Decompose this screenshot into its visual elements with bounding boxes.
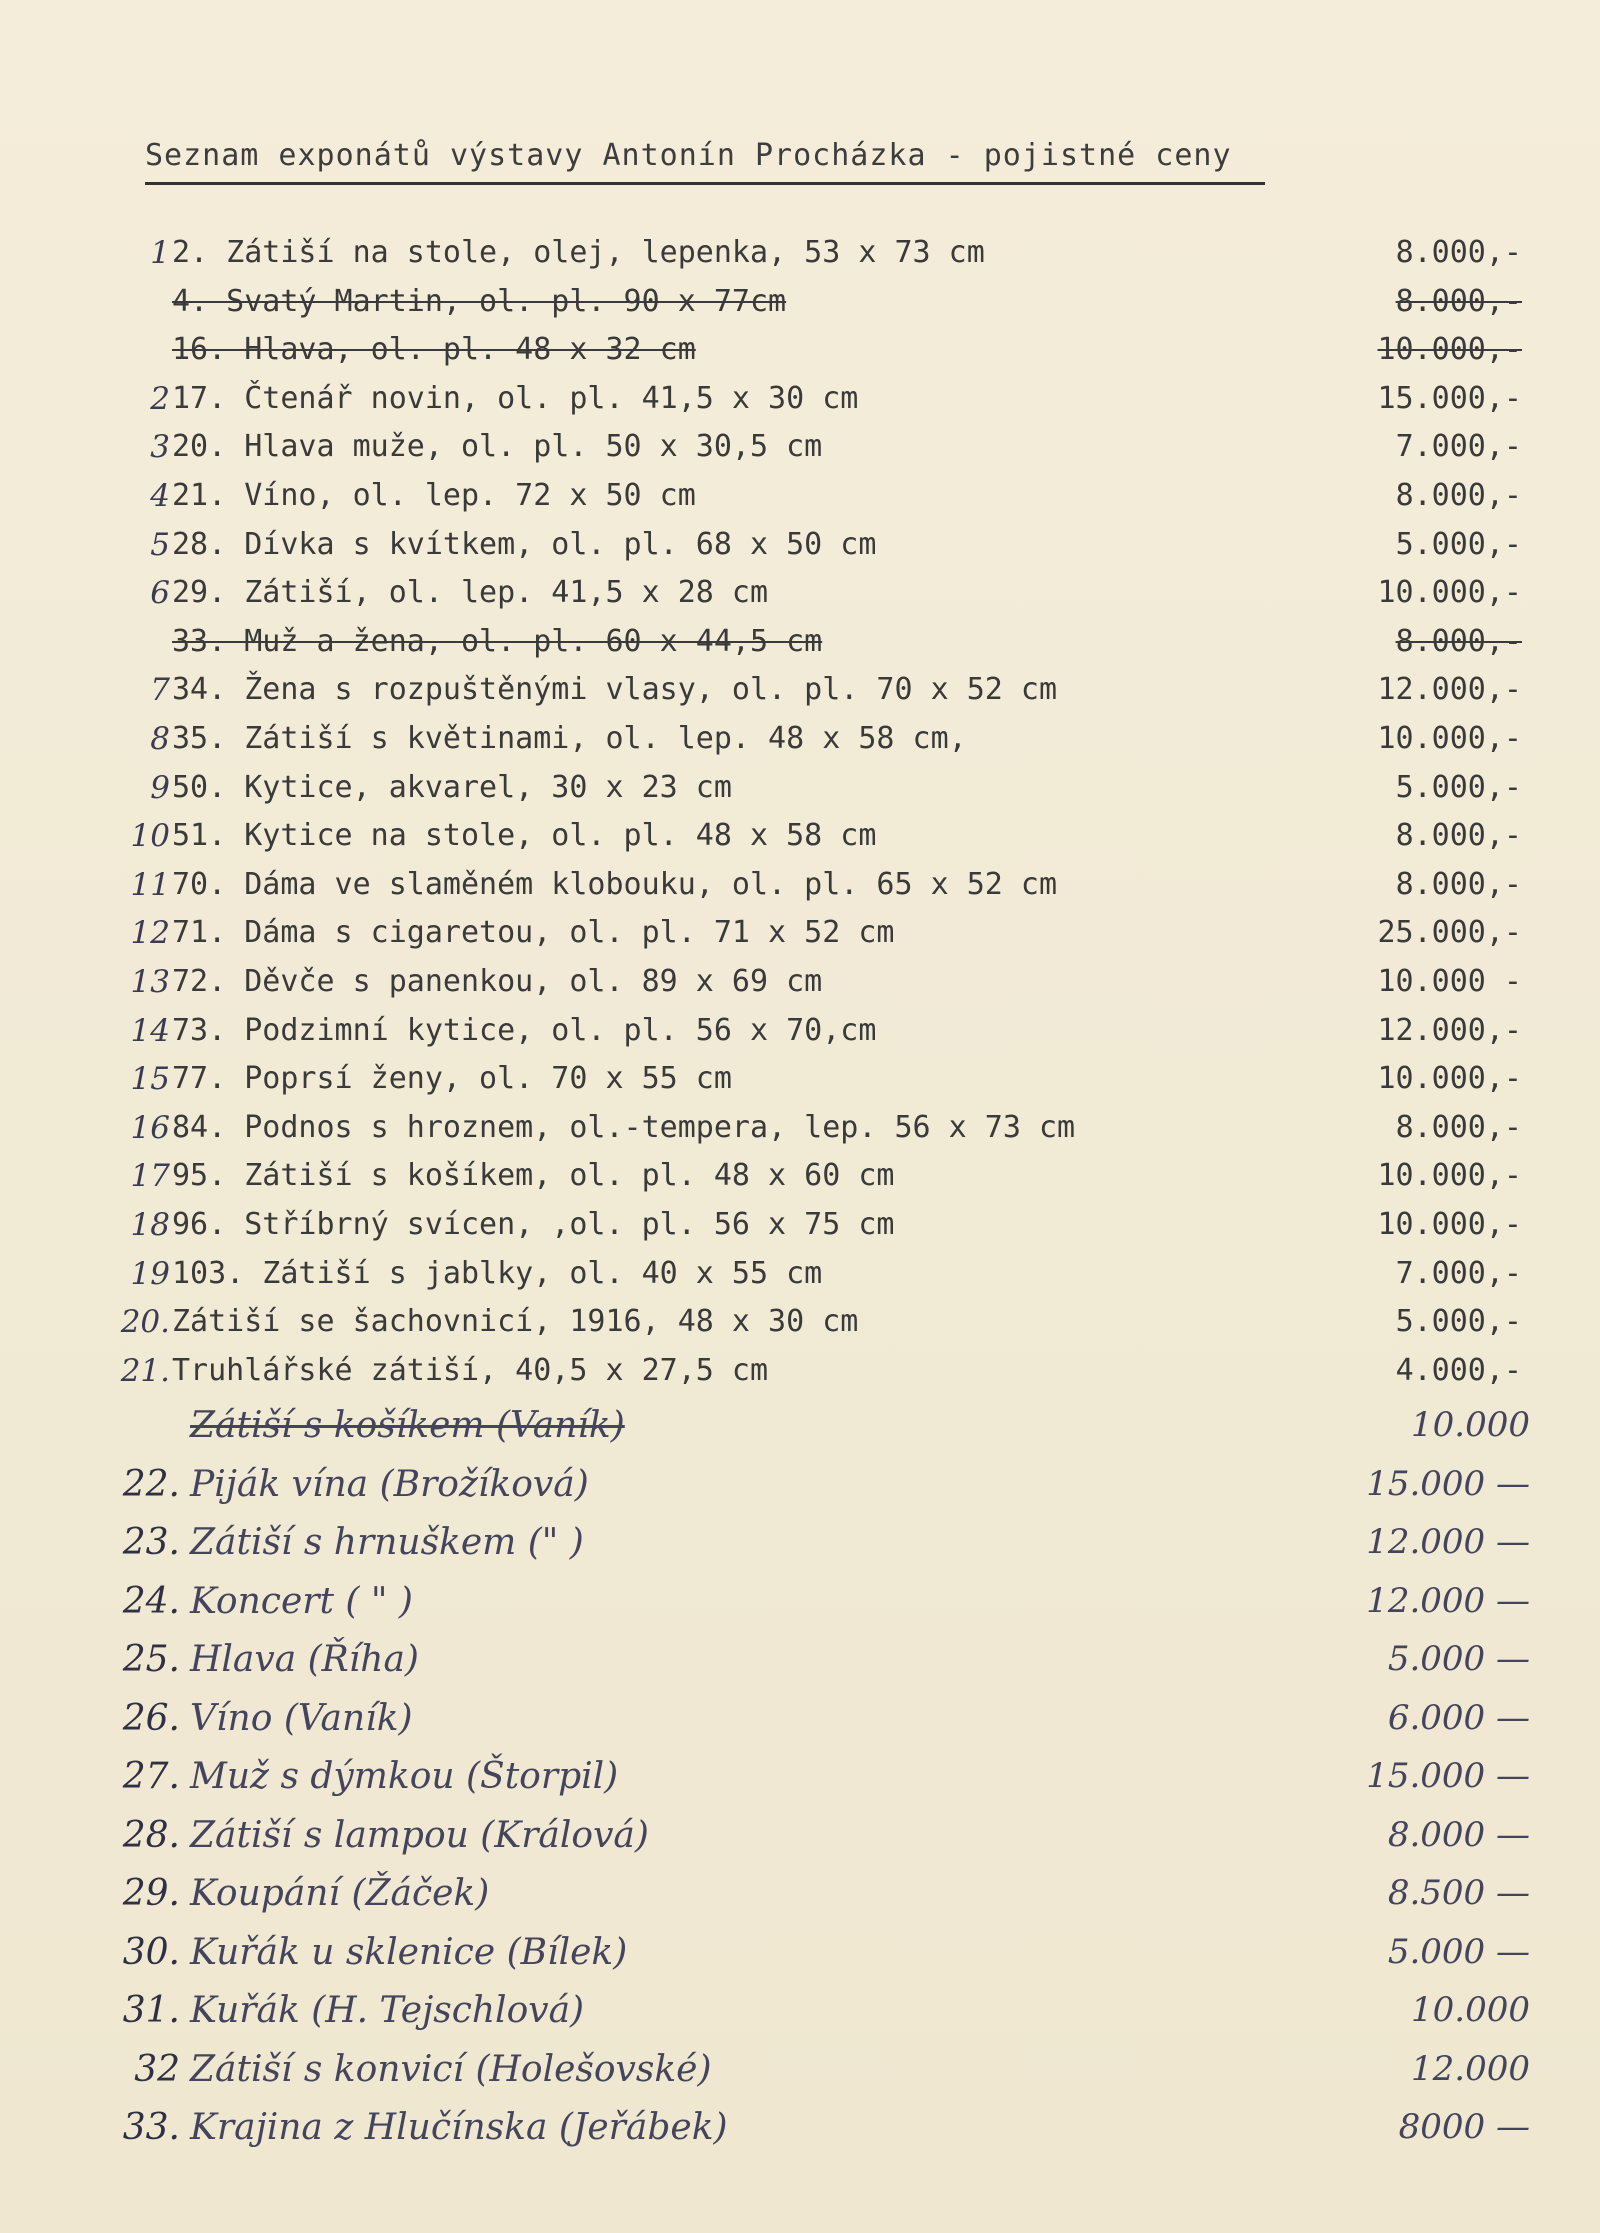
handwritten-description: Koncert ( " ) [190,1580,413,1622]
item-price: 10.000,- [1377,1158,1522,1194]
handwritten-price: 10.000 [1411,1990,1530,2030]
handwritten-item [0,1873,1600,1933]
item-description: 103. Zátiší s jablky, ol. 40 x 55 cm [172,1255,823,1291]
handwritten-description: Kuřák u sklenice (Bílek) [190,1931,628,1973]
item-price: 8.000,- [1395,478,1522,513]
item-description: 50. Kytice, akvarel, 30 x 23 cm [172,769,732,805]
item-number: 17 [130,1158,170,1195]
item-description: 16. Hlava, ol. pl. 48 x 32 cm [172,332,696,368]
item-price: 5.000,- [1395,1304,1522,1340]
item-number: 11 [130,866,170,903]
handwritten-number: 25. [122,1639,180,1680]
item-number: 15 [130,1061,170,1098]
item-number: 6 [150,575,170,612]
handwritten-price: 15.000 — [1366,1756,1530,1796]
item-price: 10.000,- [1377,1207,1522,1242]
item-description: 34. Žena s rozpuštěnými vlasy, ol. pl. 70 x 52 cm [172,672,1058,708]
handwritten-description: Muž s dýmkou (Štorpil) [190,1756,619,1797]
handwritten-description: Krajina z Hlučínska (Jeřábek) [190,2107,728,2148]
item-number: 4 [150,478,170,514]
handwritten-item [0,2107,1600,2167]
item-number: 21. [120,1352,170,1389]
item-description: Truhlářské zátiší, 40,5 x 27,5 cm [172,1352,769,1388]
handwritten-item [0,1405,1600,1465]
item-description: 73. Podzimní kytice, ol. pl. 56 x 70,cm [172,1012,877,1048]
item-description: 95. Zátiší s košíkem, ol. pl. 48 x 60 cm [172,1158,895,1194]
item-number: 1 [150,235,170,271]
handwritten-description: Zátiší s konvicí (Holešovské) [190,2048,712,2090]
item-number: 20. [120,1304,170,1341]
item-price: 8.000,- [1395,1109,1522,1145]
handwritten-number: 26. [122,1697,180,1739]
handwritten-number: 24. [122,1580,180,1622]
item-number: 12 [130,915,170,952]
item-number: 8 [150,721,170,757]
item-number: 2 [150,380,170,417]
item-price: 15.000,- [1377,380,1522,416]
item-price: 10.000 - [1377,964,1522,999]
handwritten-price: 8.000 — [1387,1814,1530,1855]
item-description: 70. Dáma ve slaměném klobouku, ol. pl. 65 x 52 cm [172,866,1058,902]
handwritten-number: 33. [122,2107,180,2148]
handwritten-description: Zátiší s košíkem (Vaník) [190,1405,625,1446]
handwritten-number: 22. [122,1463,180,1505]
item-description: Zátiší se šachovnicí, 1916, 48 x 30 cm [172,1304,859,1340]
item-description: 17. Čtenář novin, ol. pl. 41,5 x 30 cm [172,380,859,416]
handwritten-item [0,1756,1600,1816]
item-price: 5.000,- [1395,526,1522,562]
handwritten-item [0,1990,1600,2050]
item-price: 10.000,- [1377,1061,1522,1097]
handwritten-number: 29. [122,1873,180,1914]
item-number: 18 [130,1207,170,1243]
handwritten-price: 6.000 — [1387,1697,1530,1738]
handwritten-price: 12.000 — [1366,1580,1530,1621]
item-description: 77. Poprsí ženy, ol. 70 x 55 cm [172,1061,732,1097]
handwritten-description: Koupání (Žáček) [190,1873,490,1914]
item-number: 14 [130,1012,170,1049]
handwritten-price: 12.000 — [1366,1522,1530,1562]
item-number: 9 [150,769,170,806]
handwritten-number: 32 [134,2048,180,2090]
item-description: 21. Víno, ol. lep. 72 x 50 cm [172,478,696,513]
handwritten-item [0,1815,1600,1875]
handwritten-number: 28. [122,1814,180,1856]
handwritten-description: Piják vína (Brožíková) [190,1463,589,1505]
handwritten-item [0,1581,1600,1641]
handwritten-price: 12.000 [1411,2048,1530,2089]
item-description: 2. Zátiší na stole, olej, lepenka, 53 x 73 cm [172,235,985,270]
item-price: 7.000,- [1395,429,1522,465]
item-description: 51. Kytice na stole, ol. pl. 48 x 58 cm [172,818,877,854]
handwritten-description: Zátiší s lampou (Králová) [190,1814,649,1856]
item-description: 4. Svatý Martin, ol. pl. 90 x 77cm [172,283,787,319]
item-description: 33. Muž a žena, ol. pl. 60 x 44,5 cm [172,623,823,659]
handwritten-item [0,1932,1600,1992]
handwritten-price: 8000 — [1398,2107,1530,2147]
handwritten-price: 5.000 — [1387,1639,1530,1679]
item-price: 12.000,- [1377,1012,1522,1048]
handwritten-price: 8.500 — [1387,1873,1530,1913]
item-price: 10.000,- [1377,575,1522,611]
item-description: 96. Stříbrný svícen, ,ol. pl. 56 x 75 cm [172,1207,895,1242]
item-number: 7 [150,672,170,709]
handwritten-item [0,1464,1600,1524]
handwritten-item [0,2049,1600,2109]
document-title: Seznam exponátů výstavy Antonín Procházka - pojistné ceny [145,138,1232,173]
handwritten-description: Zátiší s hrnuškem (" ) [190,1522,584,1563]
item-number: 16 [130,1109,170,1146]
item-description: 84. Podnos s hroznem, ol.-tempera, lep. 56 x 73 cm [172,1109,1076,1145]
item-price: 8.000,- [1395,283,1522,319]
handwritten-number: 23. [122,1522,180,1563]
item-price: 12.000,- [1377,672,1522,708]
item-number: 5 [150,526,170,563]
item-number: 13 [130,964,170,1000]
handwritten-price: 5.000 — [1387,1931,1530,1972]
item-price: 10.000,- [1377,721,1522,756]
item-price: 8.000,- [1395,623,1522,659]
handwritten-item [0,1698,1600,1758]
item-number: 10 [130,818,170,855]
handwritten-description: Kuřák (H. Tejschlová) [190,1990,585,2031]
handwritten-number: 31. [122,1990,180,2031]
handwritten-description: Hlava (Říha) [190,1639,419,1680]
handwritten-number: 30. [122,1931,180,1973]
handwritten-number: 27. [122,1756,180,1797]
item-price: 5.000,- [1395,769,1522,805]
item-price: 8.000,- [1395,866,1522,902]
item-description: 20. Hlava muže, ol. pl. 50 x 30,5 cm [172,429,823,465]
item-description: 35. Zátiší s květinami, ol. lep. 48 x 58 cm, [172,721,967,756]
handwritten-description: Víno (Vaník) [190,1697,413,1739]
handwritten-item [0,1522,1600,1582]
item-description: 28. Dívka s kvítkem, ol. pl. 68 x 50 cm [172,526,877,562]
item-price: 7.000,- [1395,1255,1522,1291]
item-description: 71. Dáma s cigaretou, ol. pl. 71 x 52 cm [172,915,895,951]
item-price: 8.000,- [1395,235,1522,270]
item-number: 3 [150,429,170,466]
handwritten-price: 15.000 — [1366,1463,1530,1504]
item-description: 29. Zátiší, ol. lep. 41,5 x 28 cm [172,575,769,611]
item-price: 25.000,- [1377,915,1522,951]
item-description: 72. Děvče s panenkou, ol. 89 x 69 cm [172,964,823,999]
handwritten-price: 10.000 [1411,1405,1530,1445]
handwritten-item [0,1639,1600,1699]
item-price: 4.000,- [1395,1352,1522,1388]
item-price: 10.000,- [1377,332,1522,368]
item-number: 19 [130,1255,170,1292]
item-price: 8.000,- [1395,818,1522,854]
